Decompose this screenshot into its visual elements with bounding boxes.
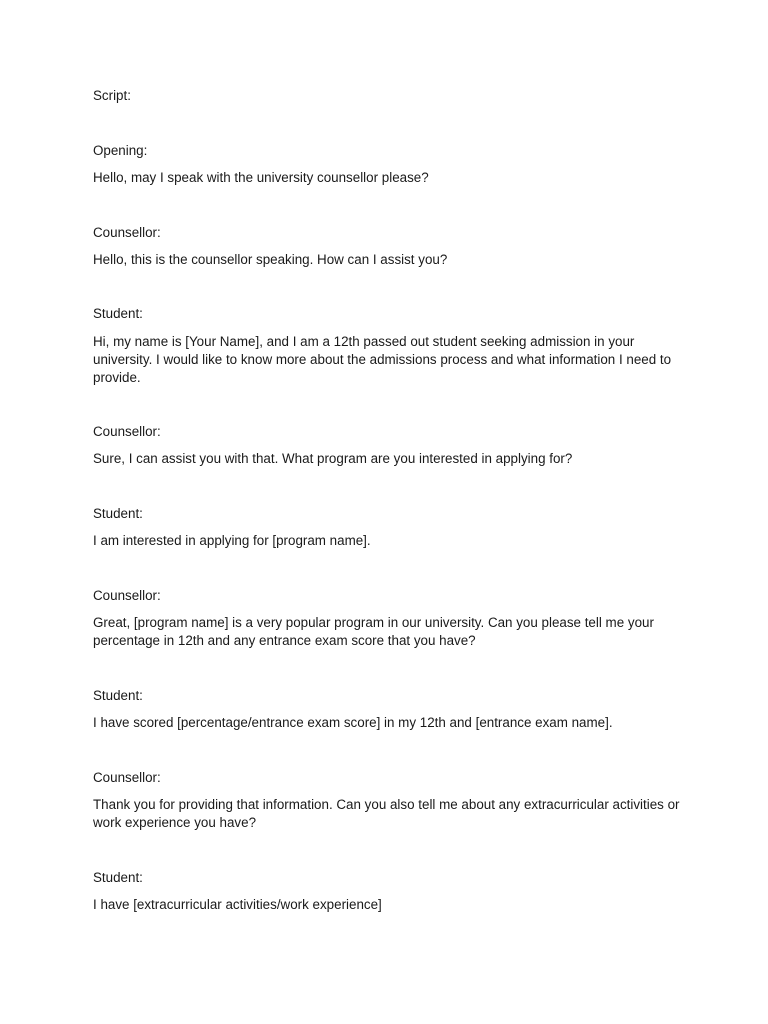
speaker-label: Counsellor: <box>93 770 161 785</box>
dialogue-text: Hi, my name is [Your Name], and I am a 12th passed out student seeking admission in your university. I would like to know more about the admissions process and what information I need to provide. <box>93 334 672 385</box>
speaker-label: Counsellor: <box>93 225 161 240</box>
dialogue-text: Great, [program name] is a very popular program in our university. Can you please tell me your percentage in 12th and any entrance exam score that you have? <box>93 615 654 648</box>
script-label: Script: <box>93 88 131 103</box>
dialogue-text: I have scored [percentage/entrance exam score] in my 12th and [entrance exam name]. <box>93 715 613 730</box>
dialogue-text: I have [extracurricular activities/work experience] <box>93 897 382 912</box>
dialogue-text: Hello, may I speak with the university counsellor please? <box>93 170 429 185</box>
dialogue-text: Hello, this is the counsellor speaking. How can I assist you? <box>93 252 448 267</box>
speaker-label: Student: <box>93 306 143 321</box>
speaker-label: Opening: <box>93 143 148 158</box>
speaker-label: Student: <box>93 506 143 521</box>
dialogue-text: Thank you for providing that information. Can you also tell me about any extracurricular activities or work experience you have? <box>93 797 680 830</box>
speaker-label: Counsellor: <box>93 588 161 603</box>
speaker-label: Student: <box>93 688 143 703</box>
dialogue-text: I am interested in applying for [program name]. <box>93 533 371 548</box>
speaker-label: Student: <box>93 870 143 885</box>
dialogue-text: Sure, I can assist you with that. What program are you interested in applying for? <box>93 451 573 466</box>
speaker-label: Counsellor: <box>93 424 161 439</box>
